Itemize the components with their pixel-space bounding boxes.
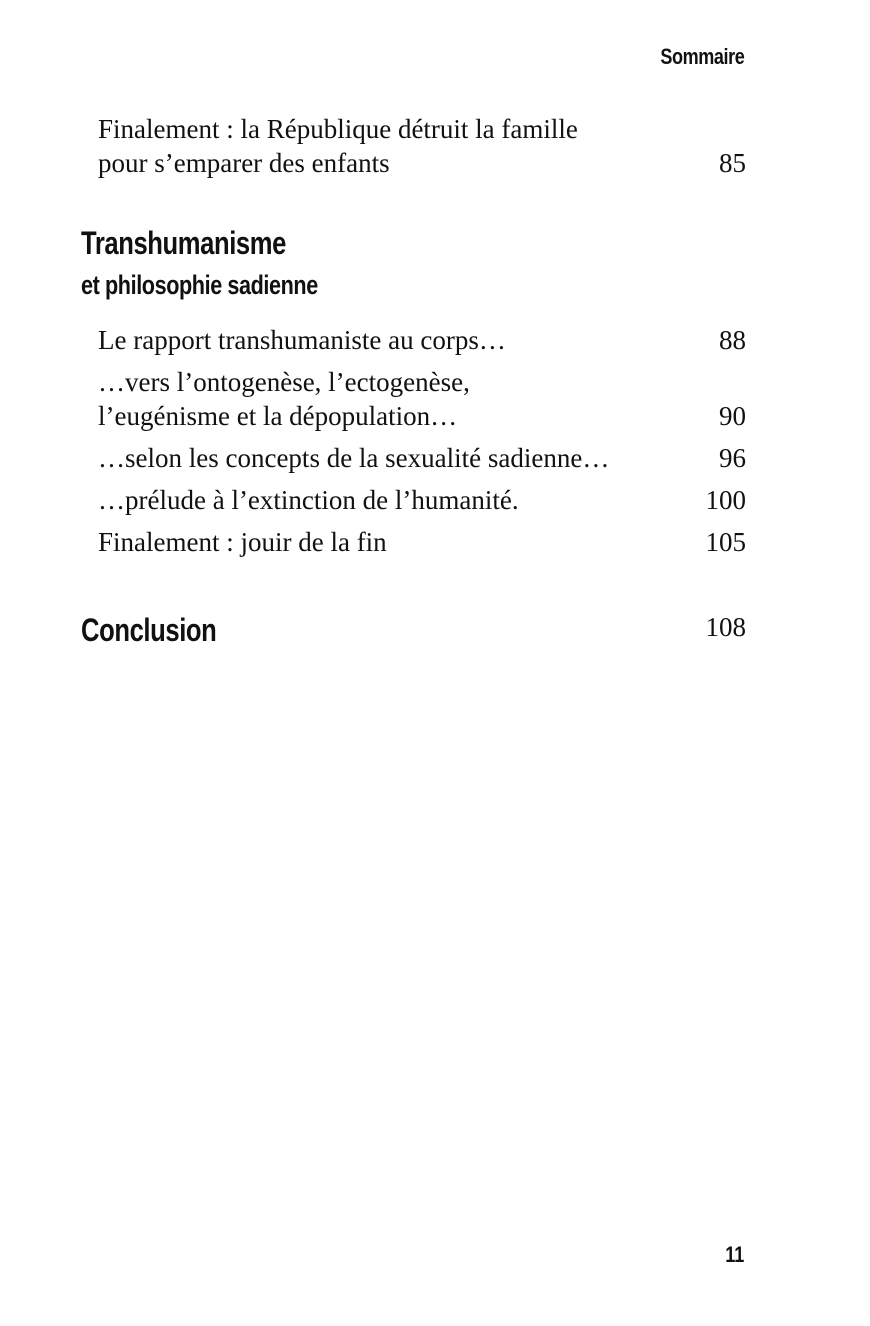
section-title: Transhumanisme xyxy=(81,225,286,261)
toc-entry[interactable] xyxy=(98,323,746,357)
toc-entry[interactable] xyxy=(98,112,746,180)
toc-entry-title-line: …vers l’ontogenèse, l’ectogenèse, xyxy=(98,367,470,397)
running-head: Sommaire xyxy=(660,44,744,69)
toc-entry-page: 105 xyxy=(705,527,746,557)
toc-entry-title-line: Finalement : jouir de la fin xyxy=(98,527,387,557)
page-number: 11 xyxy=(724,1242,744,1267)
toc-entry-title-line: l’eugénisme et la dépopulation… xyxy=(98,401,458,431)
conclusion-title[interactable]: Conclusion xyxy=(81,612,217,648)
toc-entry-title-line: …prélude à l’extinction de l’humanité. xyxy=(98,485,519,515)
toc-entry-title-line: Finalement : la République détruit la famille xyxy=(98,114,578,144)
toc-entry-page: 100 xyxy=(705,485,746,515)
toc-entry-page: 85 xyxy=(719,148,746,178)
toc-entry[interactable] xyxy=(98,483,746,517)
toc-entry[interactable] xyxy=(98,365,746,433)
conclusion-page: 108 xyxy=(705,612,746,642)
toc-entry-title-line: pour s’emparer des enfants xyxy=(98,148,390,178)
section-subtitle: et philosophie sadienne xyxy=(81,270,318,300)
toc-entry[interactable] xyxy=(98,525,746,559)
toc-entry-page: 88 xyxy=(719,325,746,355)
toc-entry-page: 90 xyxy=(719,401,746,431)
toc-entry-page: 96 xyxy=(719,443,746,473)
toc-entry-title-line: Le rapport transhumaniste au corps… xyxy=(98,325,506,355)
toc-entry[interactable] xyxy=(98,441,746,475)
toc-entry-title-line: …selon les concepts de la sexualité sadienne… xyxy=(98,443,610,473)
